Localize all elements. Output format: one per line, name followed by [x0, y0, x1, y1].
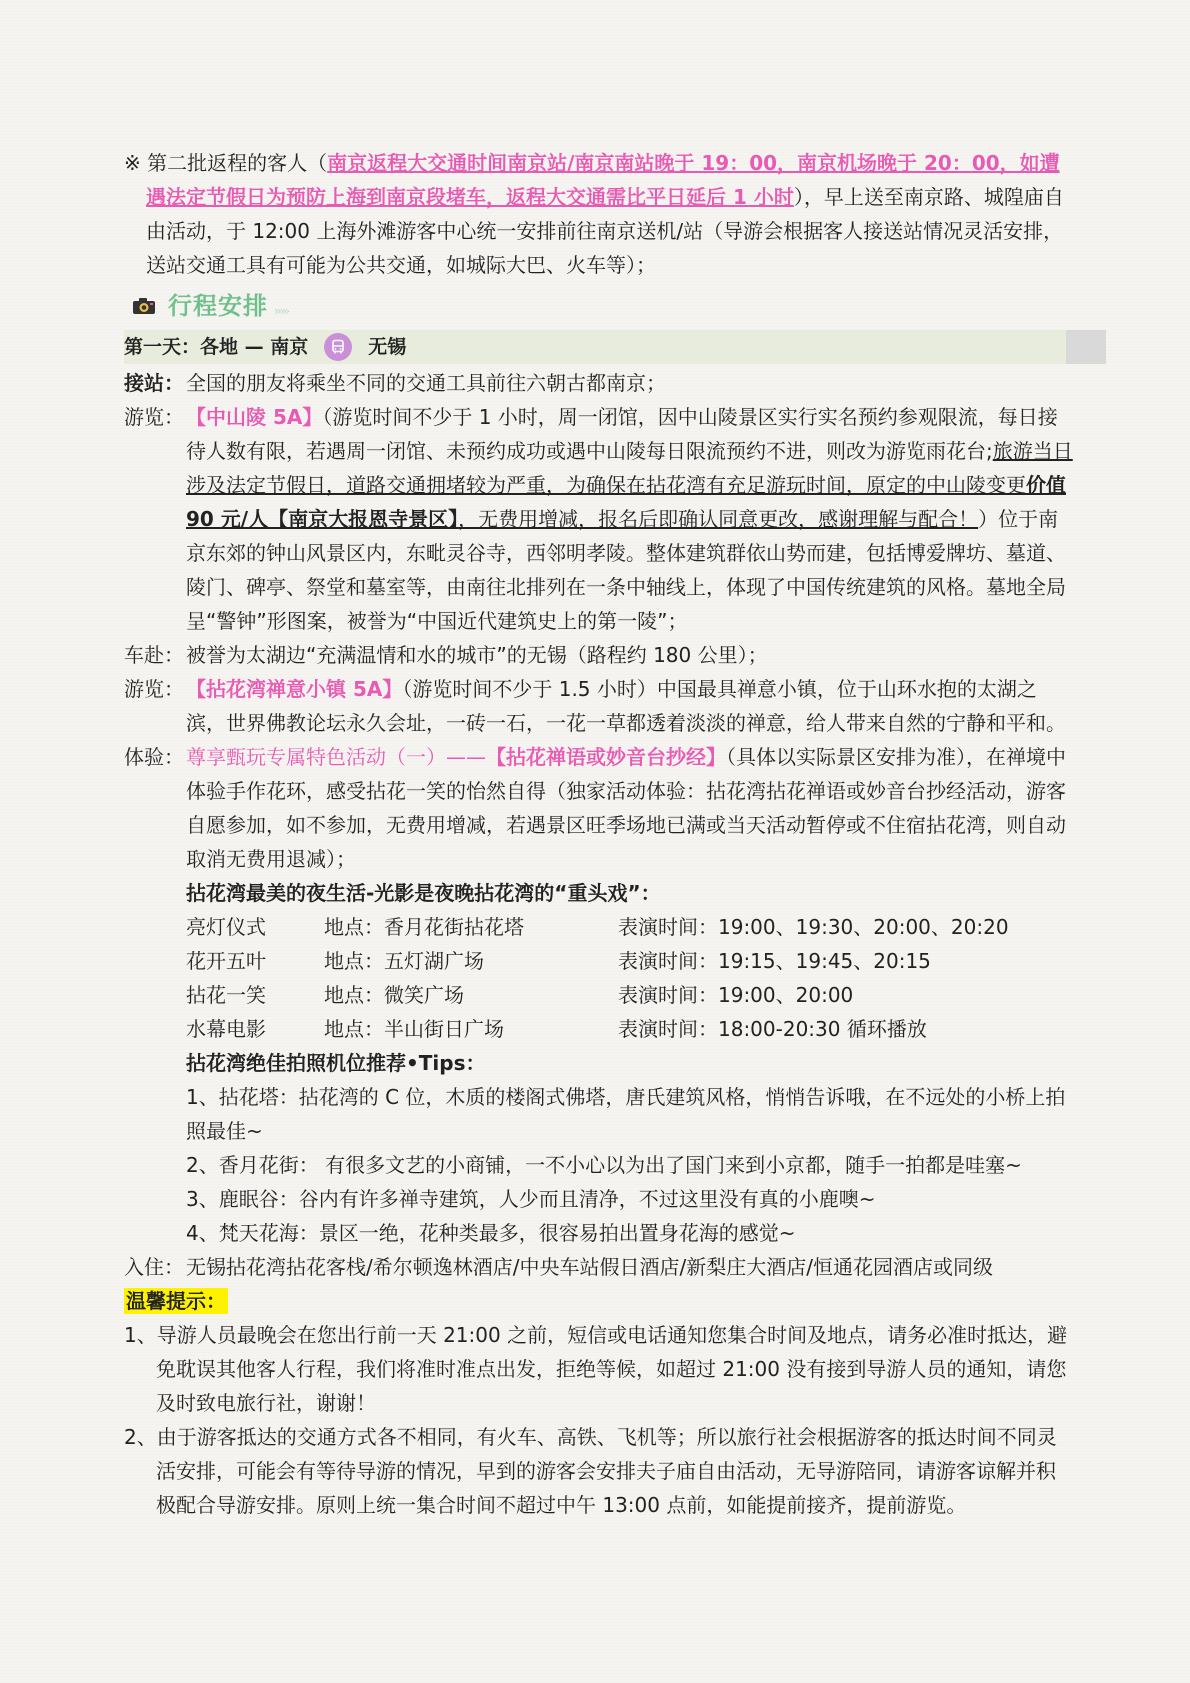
section-title-text: 行程安排 [168, 292, 268, 320]
show-name: 水幕电影 [186, 1017, 266, 1041]
warm-tip-item: 2、由于游客抵达的交通方式各不相同，有火车、高铁、飞机等；所以旅行社会根据游客的抵达时间不同灵活安排，可能会有等待导游的情况，早到的游客会安排夫子庙自由活动，无导游陪同，请游客谅解并积极配合导游安排。原则上统一集合时间不超过中午 13:00 点前，如能提前接齐，提前游览。 [124, 1425, 1057, 1517]
tour2-name: 【拈花湾禅意小镇 5A】 [186, 677, 403, 701]
show-time: 表演时间：19:15、19:45、20:15 [618, 949, 931, 973]
day1-header [124, 330, 1106, 364]
warm-tip-item: 1、导游人员最晚会在您出行前一天 21:00 之前，短信或电话通知您集合时间及地点，请务必准时抵达，避免耽误其他客人行程，我们将准时准点出发，拒绝等候，如超过 21:00 没有接到导游人员的通知，请您及时致电旅行社，谢谢！ [124, 1323, 1068, 1415]
tour1-text: 【中山陵 5A】（游览时间不少于 1 小时，周一闭馆，因中山陵景区实行实名预约参观限流，每日接待人数有限，若遇周一闭馆、未预约成功或遇中山陵每日限流预约不进，则改为游览雨花台;旅游当日涉及法定节假日，道路交通拥堵较为严重，为确保在拈花湾有充足游玩时间，原定的中山陵变更价值 90 元/人【南京大报恩寺景区】，无费用增减，报名后即确认同意更改，感谢理解与配合！）位于南京东郊的钟山风景区内，东毗灵谷寺，西邻明孝陵。整体建筑群依山势而建，包括博爱牌坊、墓道、陵门、碑亭、祭堂和墓室等，由南往北排列在一条中轴线上，体现了中国传统建筑的风格。墓地全局呈“警钟”形图案，被誉为“中国近代建筑史上的第一陵”； [186, 405, 1073, 633]
return-notice: ※ 第二批返程的客人（南京返程大交通时间南京站/南京南站晚于 19：00，南京机场晚于 20：00，如遭遇法定节假日为预防上海到南京段堵车，返程大交通需比平日延后 1 小时），早上送至南京路、城隍庙自由活动，于 12:00 上海外滩游客中心统一安排前往南京送机/站（导游会根据客人接送站情况灵活安排，送站交通工具有可能为公共交通，如城际大巴、火车等）； [124, 151, 1064, 277]
day1-title-a: 第一天：各地 — 南京 [124, 336, 309, 358]
stay-label: 入住： [124, 1255, 184, 1279]
experience-block [186, 740, 1074, 1250]
show-time: 表演时间：19:00、19:30、20:00、20:20 [618, 915, 1009, 939]
bus-icon [324, 333, 352, 361]
drive-row [124, 638, 1074, 672]
day-bar-end-block [1066, 330, 1106, 364]
photo-tip: 3、鹿眠谷：谷内有许多禅寺建筑，人少而且清净，不过这里没有真的小鹿噢~ [186, 1187, 876, 1211]
show-time: 表演时间：19:00、20:00 [618, 983, 854, 1007]
experience-text: 尊享甄玩专属特色活动（一）——【拈花禅语或妙音台抄经】（具体以实际景区安排为准），在禅境中体验手作花环，感受拈花一笑的怡然自得（独家活动体验：拈花湾拈花禅语或妙音台抄经活动，游客自愿参加，如不参加，无费用增减，若遇景区旺季场地已满或当天活动暂停或不住宿拈花湾，则自动取消无费用退减）； [186, 745, 1066, 871]
stay-text: 无锡拈花湾拈花客栈/希尔顿逸林酒店/中央车站假日酒店/新梨庄大酒店/恒通花园酒店或同级 [186, 1255, 993, 1279]
show-name: 花开五叶 [186, 949, 266, 973]
experience-row [124, 740, 1074, 1250]
photo-tip: 2、香月花街： 有很多文艺的小商铺，一不小心以为出了国门来到小京都，随手一拍都是哇塞~ [186, 1153, 1022, 1177]
photo-tips-title: 拈花湾绝佳拍照机位推荐•Tips： [186, 1051, 486, 1075]
experience-label: 体验： [124, 745, 184, 769]
tour2-label: 游览： [124, 677, 184, 701]
show-place: 地点：半山街日广场 [324, 1017, 504, 1041]
tour2-row [124, 672, 1074, 740]
camera-icon [132, 297, 156, 315]
drive-text: 被誉为太湖边“充满温情和水的城市”的无锡（路程约 180 公里）； [186, 643, 768, 667]
return-time-highlight: 南京返程大交通时间南京站/南京南站晚于 19：00，南京机场晚于 20：00，如遭遇法定节假日为预防上海到南京段堵车，返程大交通需比平日延后 1 小时 [146, 151, 1060, 209]
show-place: 地点：微笑广场 [324, 983, 464, 1007]
itinerary-content [124, 146, 1074, 1522]
arrows-decoration: ››››› [274, 304, 288, 318]
stay-row [124, 1250, 1074, 1284]
drive-label: 车赴： [124, 643, 184, 667]
show-name: 亮灯仪式 [186, 915, 266, 939]
section-title [132, 286, 1074, 326]
show-place: 地点：五灯湖广场 [324, 949, 484, 973]
show-schedule [186, 910, 1074, 1046]
experience-name-a: 尊享甄玩专属特色活动（一）—— [186, 745, 486, 769]
day1-title-b: 无锡 [368, 336, 407, 358]
experience-name-b: 【拈花禅语或妙音台抄经】 [486, 745, 726, 769]
tour2-text: 【拈花湾禅意小镇 5A】（游览时间不少于 1.5 小时）中国最具禅意小镇，位于山环水抱的太湖之滨，世界佛教论坛永久会址，一砖一石，一花一草都透着淡淡的禅意，给人带来自然的宁静和平和。 [186, 677, 1066, 735]
photo-tip: 1、拈花塔：拈花湾的 C 位，木质的楼阁式佛塔，唐氏建筑风格，悄悄告诉哦，在不远处的小桥上拍照最佳~ [186, 1085, 1066, 1143]
photo-tip: 4、梵天花海：景区一绝，花种类最多，很容易拍出置身花海的感觉~ [186, 1221, 796, 1245]
show-time: 表演时间：18:00-20:30 循环播放 [618, 1017, 927, 1041]
pickup-text: 全国的朋友将乘坐不同的交通工具前往六朝古都南京； [186, 371, 666, 395]
pickup-row [124, 366, 1074, 400]
tour1-price-highlight: 价值 90 元/人【南京大报恩寺景区】 [186, 473, 1066, 531]
show-place: 地点：香月花街拈花塔 [324, 915, 524, 939]
show-name: 拈花一笑 [186, 983, 266, 1007]
tour1-name: 【中山陵 5A】 [186, 405, 323, 429]
warm-tips-heading [124, 1284, 1074, 1318]
night-life-title: 拈花湾最美的夜生活-光影是夜晚拈花湾的“重头戏”： [186, 881, 661, 905]
tour1-label: 游览： [124, 405, 184, 429]
tour1-row [124, 400, 1074, 638]
warm-tips-title: 温馨提示： [126, 1289, 226, 1313]
pickup-label: 接站： [124, 371, 184, 395]
